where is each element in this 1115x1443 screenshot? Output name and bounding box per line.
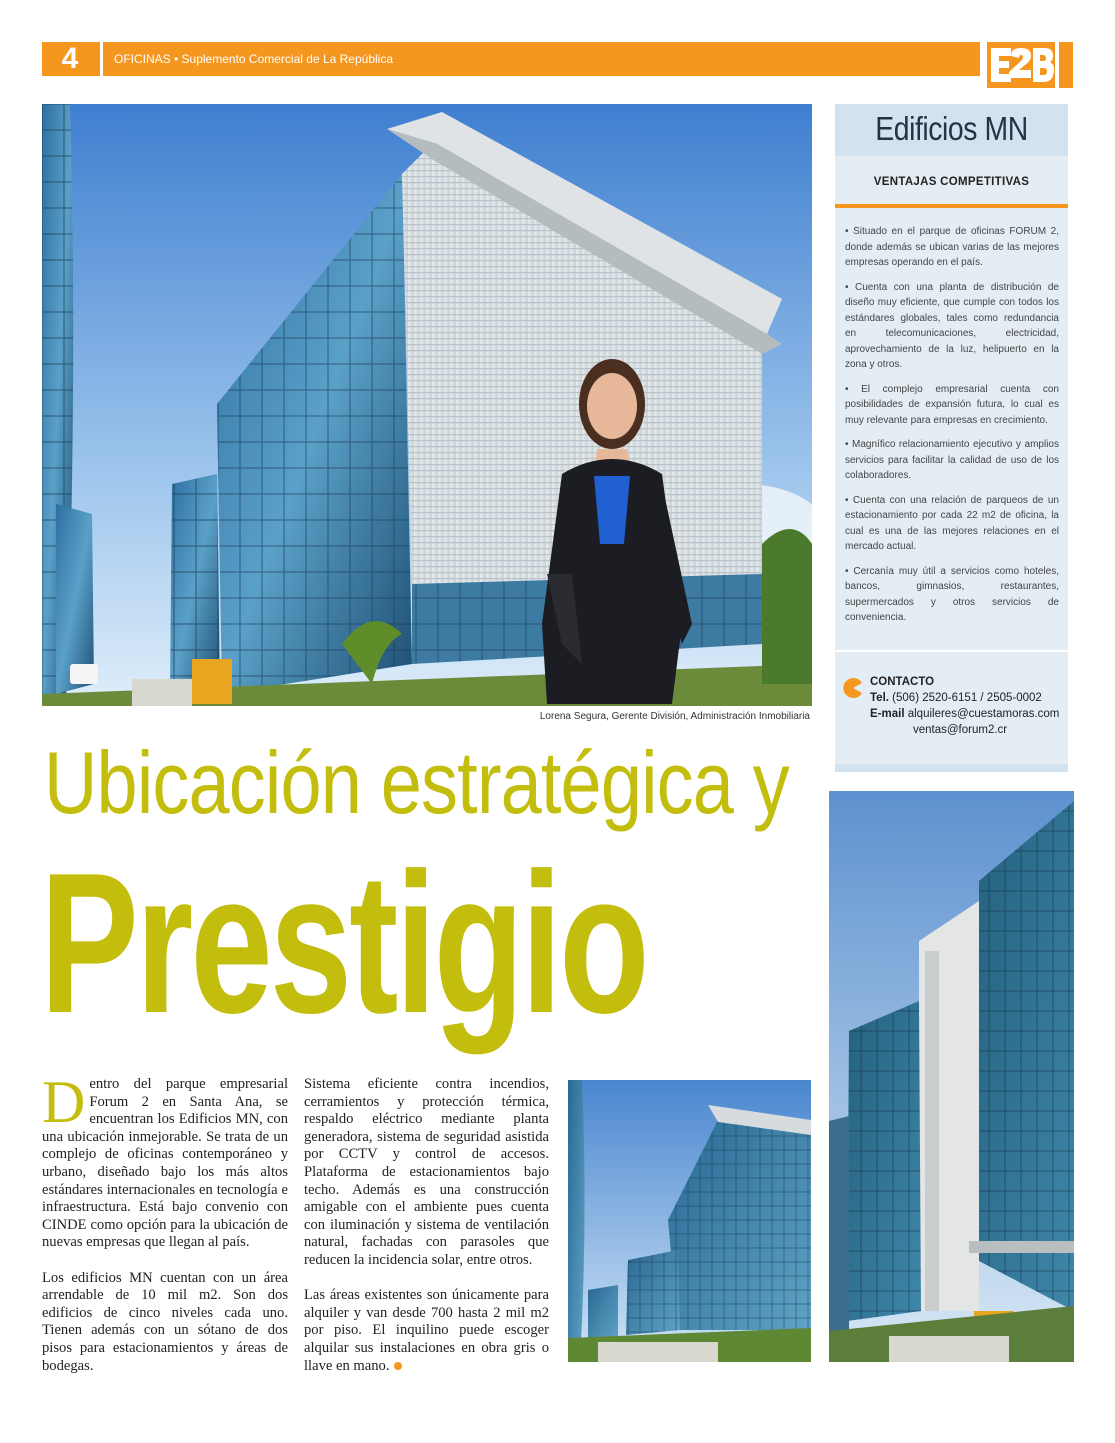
- contact-divider: [835, 650, 1068, 652]
- contact-email-2: [870, 722, 1065, 738]
- sidebar-competitive-advantages: [835, 104, 1068, 772]
- paragraph-1-text: entro del parque empresarial Forum 2 en Santa Ana, se encuentran los Edificios MN, con una ubicación inmejorable. Se trata de un complejo de oficinas contemporáneo y urbano, diseñado bajo los más altos estándares internacionales en tecnología e infraestructura. Está bajo convenio con CINDE como opción para la ubicación de nuevas empresas que llegan al país.: [42, 1076, 288, 1251]
- article-paragraph-4: [304, 1287, 549, 1375]
- building-photo-right: [829, 791, 1074, 1362]
- sidebar-divider: [835, 204, 1068, 208]
- end-mark-icon: [394, 1362, 402, 1370]
- article-paragraph-2: Los edificios MN cuentan con un área arrendable de 10 mil m2. Son dos edificios de cinco niveles cada uno. Tienen además con un sótano de dos pisos para estacionamientos y áreas de bodegas.: [42, 1269, 288, 1374]
- article-column-1: [42, 1069, 288, 1393]
- main-photo-caption: Lorena Segura, Gerente División, Administración Inmobiliaria: [539, 711, 810, 722]
- paragraph-4-text: Las áreas existentes son únicamente para alquiler y van desde 700 hasta 2 mil m2 por piso. El inquilino puede escoger alquilar sus instalaciones en obra gris o llave en mano.: [304, 1287, 549, 1374]
- e2b-logo: [983, 42, 1055, 88]
- header-divider: [100, 42, 103, 76]
- article-paragraph-1: [42, 1069, 288, 1252]
- contact-block: [870, 674, 1065, 738]
- phone-label: Tel.: [870, 692, 889, 704]
- contact-phone: [870, 690, 1065, 706]
- building-photo-small: [568, 1080, 811, 1362]
- contact-email: [870, 706, 1065, 722]
- contact-pacman-icon: [843, 678, 863, 698]
- advantage-item: • Cuenta con una planta de distribución de diseño muy eficiente, que cumple con todos los estándares globales, tales como redundancia en telecomunicaciones, electricidad, aprovechamiento de la luz, helipuerto en la zona y otros.: [845, 281, 1059, 370]
- sidebar-title: Edificios MN: [875, 110, 1028, 147]
- advantage-item: • Magnífico relacionamiento ejecutivo y amplios servicios para facilitar la calidad de uso de los colaboradores.: [845, 439, 1059, 481]
- dropcap: D: [42, 1069, 86, 1135]
- page-header: [42, 42, 980, 76]
- section-label: OFICINAS • Suplemento Comercial de La República: [114, 52, 393, 66]
- header-accent-bar: [1059, 42, 1073, 88]
- advantage-item: • Situado en el parque de oficinas FORUM 2, donde además se ubican varias de las mejores empresas operando en el país.: [845, 226, 1059, 268]
- advantage-item: • Cuenta con una relación de parqueos de un estacionamiento por cada 22 m2 de oficina, la cual es una de las mejores relaciones en el mercado actual.: [845, 494, 1059, 552]
- headline-line-2: Prestigio: [40, 832, 647, 1055]
- phone-value: (506) 2520-6151 / 2505-0002: [892, 692, 1042, 704]
- advantage-item: • Cercanía muy útil a servicios como hoteles, bancos, gimnasios, restaurantes, supermercados y otros servicios de conveniencia.: [845, 565, 1059, 623]
- headline-line-1: Ubicación estratégica y: [44, 733, 789, 832]
- advantages-list: [845, 224, 1059, 635]
- email-link-1[interactable]: alquileres@cuestamoras.com: [907, 708, 1060, 720]
- advantage-item: • El complejo empresarial cuenta con posibilidades de expansión futura, lo cual es muy relevante para empresas en crecimiento.: [845, 383, 1059, 426]
- article-paragraph-3: Sistema eficiente contra incendios, cerramientos y protección térmica, respaldo eléctrico mediante planta generadora, sistema de seguridad asistida por CCTV y control de accesos. Plataforma de estacionamientos bajo techo. Además es una construcción amigable con el ambiente pues cuenta con iluminación y sistema de ventilación natural, fachadas con parasoles que reducen la incidencia solar, entre otros.: [304, 1076, 549, 1268]
- main-photo-building-executive: [42, 104, 812, 706]
- sidebar-subtitle: VENTAJAS COMPETITIVAS: [873, 176, 1030, 188]
- contact-heading: CONTACTO: [870, 676, 935, 688]
- email-label: E-mail: [870, 708, 905, 720]
- page-number: 4: [61, 42, 79, 75]
- email-link-2[interactable]: ventas@forum2.cr: [913, 724, 1008, 736]
- sidebar-bottom-bar: [835, 764, 1068, 772]
- article-column-2: [304, 1076, 549, 1393]
